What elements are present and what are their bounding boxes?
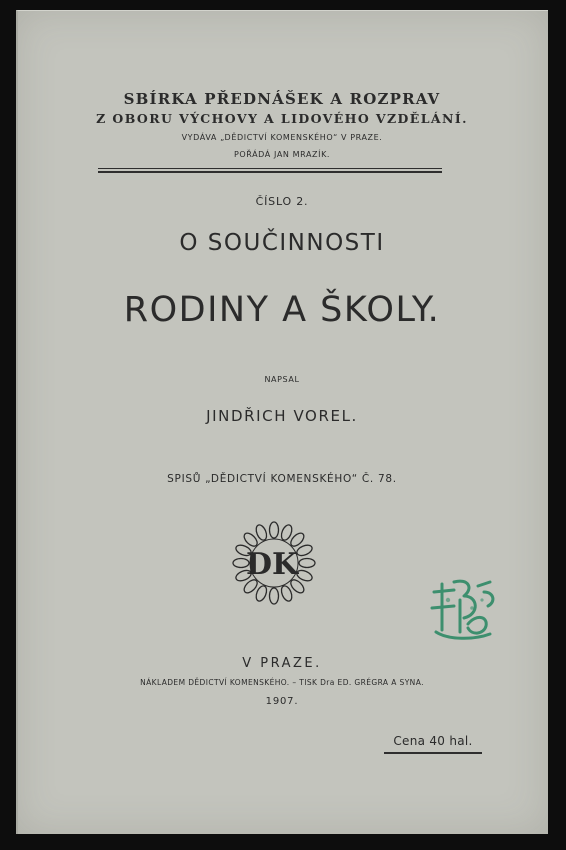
- emblem-monogram: DK: [245, 547, 299, 582]
- title-line-1: O SOUČINNOSTI: [179, 230, 385, 256]
- price-label: Cena 40 hal.: [384, 734, 482, 754]
- rosette-petal: [270, 588, 279, 604]
- header-divider-thick: [98, 171, 442, 173]
- library-stamp-icon: [424, 570, 504, 646]
- imprint-line: NÁKLADEM DĚDICTVÍ KOMENSKÉHO. – TISK Drа ED. GRÉGRA A SYNA.: [140, 678, 424, 687]
- publisher-line: VYDÁVA „DĚDICTVÍ KOMENSKÉHO“ V PRAZE.: [181, 133, 383, 142]
- title-line-2: RODINY A ŠKOLY.: [123, 290, 441, 330]
- rosette-petal: [299, 559, 315, 568]
- publication-city: V PRAZE.: [242, 656, 322, 671]
- byline-label: NAPSAL: [264, 375, 300, 384]
- author-name: JINDŘICH VOREL.: [206, 407, 358, 425]
- series-title: SBÍRKA PŘEDNÁŠEK A ROZPRAV: [123, 90, 441, 108]
- dk-monogram-rosette-icon: [231, 520, 317, 606]
- series-number: SPISŮ „DĚDICTVÍ KOMENSKÉHO“ Č. 78.: [167, 473, 397, 485]
- editor-line: POŘÁDÁ JAN MRAZÍK.: [233, 150, 331, 159]
- publication-year: 1907.: [265, 696, 299, 707]
- series-subtitle: Z OBORU VÝCHOVY A LIDOVÉHO VZDĚLÁNÍ.: [96, 111, 468, 126]
- rosette-petal: [270, 522, 279, 538]
- header-divider-thin: [98, 168, 442, 169]
- volume-number: ČÍSLO 2.: [255, 195, 309, 208]
- book-cover: [16, 10, 548, 834]
